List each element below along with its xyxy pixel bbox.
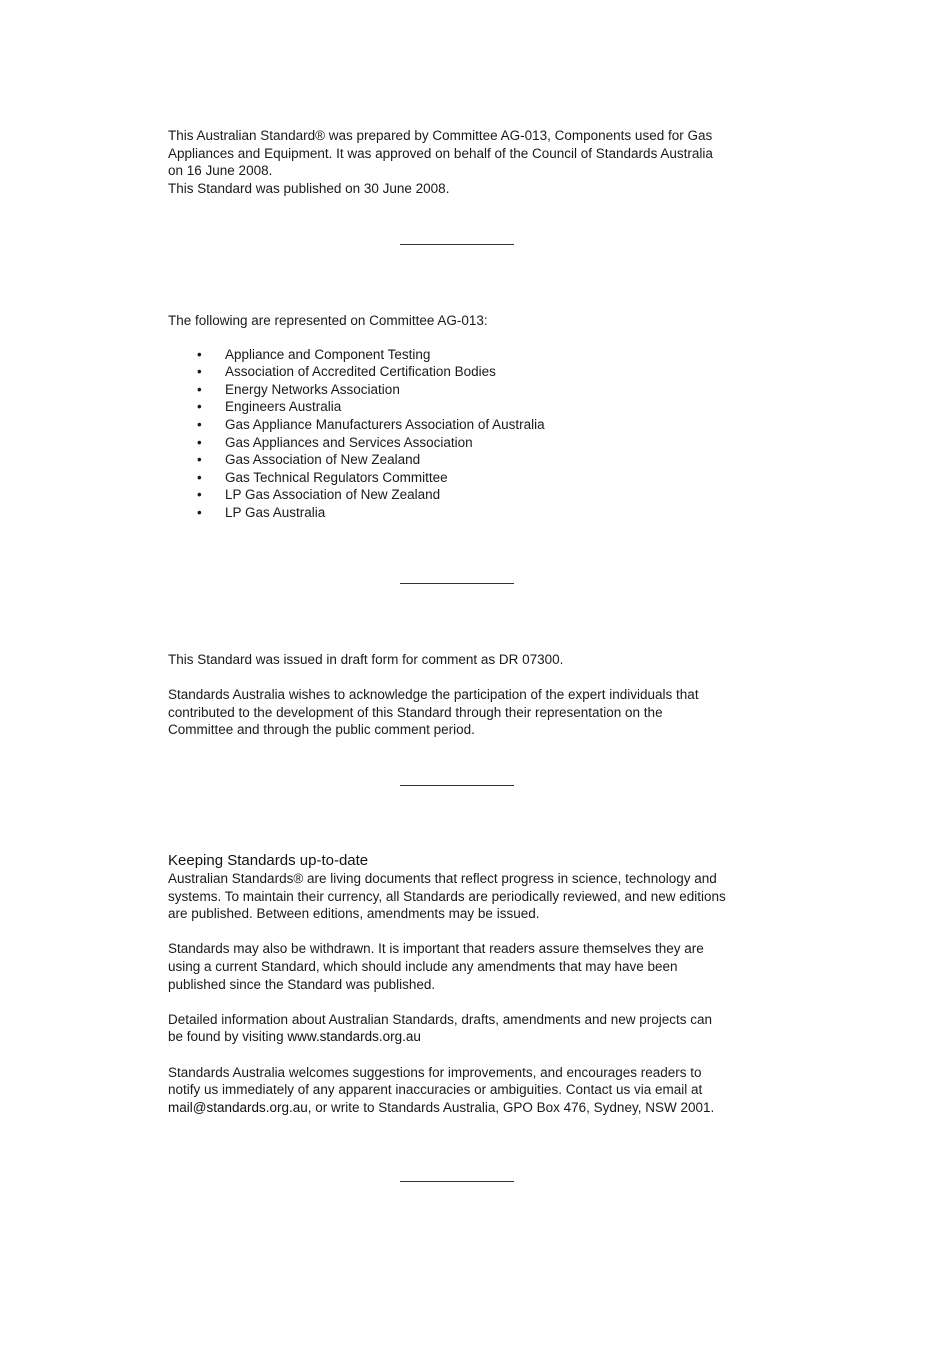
member-name: Appliance and Component Testing <box>225 346 431 362</box>
bullet: • <box>197 504 202 520</box>
bullet: • <box>197 399 202 415</box>
member-name: LP Gas Australia <box>225 504 326 520</box>
paragraph-text: be found by visiting <box>168 1029 288 1045</box>
member-name: Association of Accredited Certification Bodies <box>225 364 496 380</box>
section-divider <box>400 1181 514 1182</box>
list-item <box>168 398 758 416</box>
intro-line: on 16 June 2008. <box>168 163 273 179</box>
paragraph-line: Standards may also be withdrawn. It is important that readers assure themselves they are <box>168 941 704 957</box>
member-name: LP Gas Association of New Zealand <box>225 487 441 503</box>
member-name: Gas Appliances and Services Association <box>225 434 473 450</box>
member-name: Energy Networks Association <box>225 381 400 397</box>
list-item <box>168 346 758 364</box>
member-name: Gas Appliance Manufacturers Association of Australia <box>225 416 545 432</box>
member-name: Engineers Australia <box>225 399 342 415</box>
list-item <box>168 363 758 381</box>
draft-section <box>168 651 758 739</box>
list-item <box>168 416 758 434</box>
intro-line: This Standard was published on 30 June 2008. <box>168 180 450 196</box>
intro-line: Appliances and Equipment. It was approved on behalf of the Council of Standards Australia <box>168 145 713 161</box>
paragraph-text: , or write to Standards Australia, GPO Box 476, Sydney, NSW 2001. <box>307 1099 715 1115</box>
list-item <box>168 451 758 469</box>
section-divider <box>400 785 514 786</box>
member-name: Gas Technical Regulators Committee <box>225 469 448 485</box>
intro-line: This Australian Standard® was prepared by Committee AG-013, Components used for Gas <box>168 128 713 143</box>
bullet: • <box>197 487 202 503</box>
committee-intro: The following are represented on Committee AG-013: <box>168 313 488 328</box>
paragraph-line: systems. To maintain their currency, all Standards are periodically reviewed, and new editions <box>168 888 726 904</box>
committee-members-list <box>168 346 758 522</box>
list-item <box>168 486 758 504</box>
section-heading: Keeping Standards up-to-date <box>168 852 369 869</box>
paragraph-line: published since the Standard was published. <box>168 976 436 992</box>
paragraph-line: using a current Standard, which should include any amendments that may have been <box>168 958 678 974</box>
acknowledgement-line: Committee and through the public comment period. <box>168 722 475 738</box>
acknowledgement-line: contributed to the development of this Standard through their representation on the <box>168 704 663 720</box>
section-divider <box>400 583 514 584</box>
bullet: • <box>197 469 202 485</box>
paragraph-line: notify us immediately of any apparent inaccuracies or ambiguities. Contact us via email at <box>168 1082 703 1098</box>
committee-section <box>168 312 758 522</box>
bullet: • <box>197 346 202 362</box>
bullet: • <box>197 452 202 468</box>
paragraph-line <box>168 1099 758 1117</box>
email-link[interactable]: mail@standards.org.au <box>168 1099 308 1115</box>
paragraph-line <box>168 1028 758 1046</box>
member-name: Gas Association of New Zealand <box>225 452 421 468</box>
paragraph-line: Standards Australia welcomes suggestions for improvements, and encourages readers to <box>168 1064 702 1080</box>
bullet: • <box>197 364 202 380</box>
section-divider <box>400 244 514 245</box>
bullet: • <box>197 381 202 397</box>
list-item <box>168 504 758 522</box>
acknowledgement-line: Standards Australia wishes to acknowledge the participation of the expert individuals that <box>168 687 699 703</box>
paragraph-line: Detailed information about Australian Standards, drafts, amendments and new projects can <box>168 1011 713 1027</box>
intro-section <box>168 127 758 197</box>
bullet: • <box>197 416 202 432</box>
paragraph-line: are published. Between editions, amendments may be issued. <box>168 906 540 922</box>
website-link[interactable]: www.standards.org.au <box>287 1029 421 1045</box>
list-item <box>168 381 758 399</box>
list-item <box>168 434 758 452</box>
paragraph-line: Australian Standards® are living documents that reflect progress in science, technology and <box>168 871 717 886</box>
bullet: • <box>197 434 202 450</box>
list-item <box>168 469 758 487</box>
draft-notice: This Standard was issued in draft form for comment as DR 07300. <box>168 652 564 667</box>
keeping-section <box>168 852 758 1116</box>
